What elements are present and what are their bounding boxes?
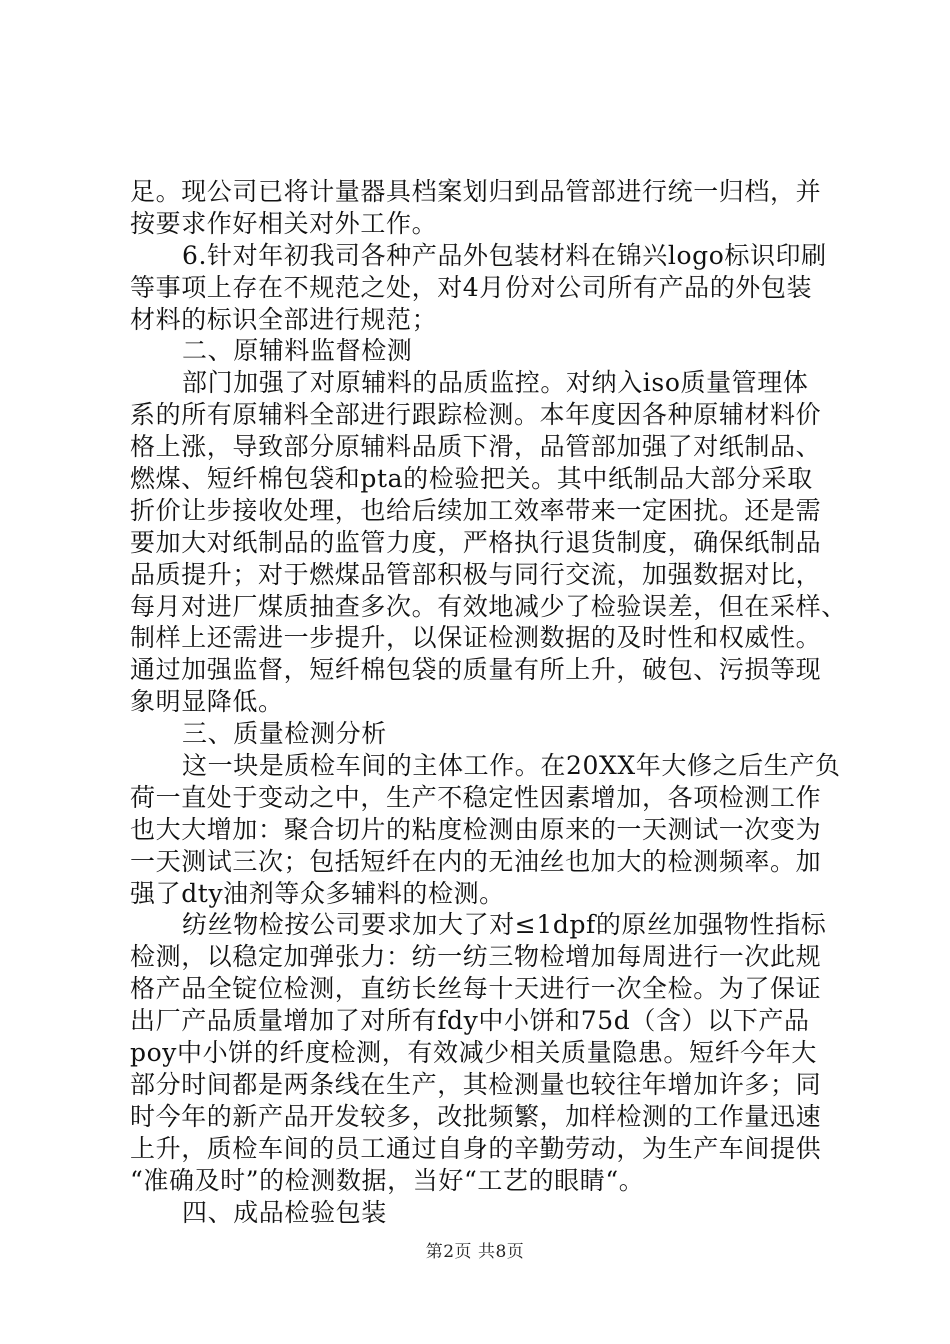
section-heading: 二、原辅料监督检测 [182, 336, 413, 366]
text-line: 材料的标识全部进行规范； [130, 304, 438, 334]
page-number-footer: 第2页 共8页 [425, 1242, 525, 1262]
text-line: 燃煤、短纤棉包袋和pta的检验把关。其中纸制品大部分采取 [130, 464, 813, 494]
text-line: 这一块是质检车间的主体工作。在20XX年大修之后生产负 [182, 751, 841, 781]
text-line: poy中小饼的纤度检测，有效减少相关质量隐患。短纤今年大 [130, 1038, 817, 1068]
text-line: 部门加强了对原辅料的品质监控。对纳入iso质量管理体 [182, 368, 809, 398]
text-line: 格上涨，导致部分原辅料品质下滑，品管部加强了对纸制品、 [130, 432, 822, 462]
section-heading: 四、成品检验包装 [182, 1197, 387, 1227]
text-line: 每月对进厂煤质抽查多次。有效地减少了检验误差，但在采样、 [130, 591, 847, 621]
text-line: 荷一直处于变动之中，生产不稳定性因素增加，各项检测工作 [130, 782, 822, 812]
text-line: 上升，质检车间的员工通过自身的辛勤劳动，为生产车间提供 [130, 1133, 822, 1163]
text-line: 足。现公司已将计量器具档案划归到品管部进行统一归档，并 [130, 177, 822, 206]
text-line: 时今年的新产品开发较多，改批频繁，加样检测的工作量迅速 [130, 1101, 822, 1131]
text-line: 一天测试三次；包括短纤在内的无油丝也加大的检测频率。加 [130, 846, 822, 876]
document-body [130, 176, 847, 1228]
section-heading: 三、质量检测分析 [182, 719, 387, 749]
text-line: 通过加强监督，短纤棉包袋的质量有所上升，破包、污损等现 [130, 655, 822, 685]
text-line: 要加大对纸制品的监管力度，严格执行退货制度，确保纸制品 [130, 527, 822, 557]
text-line: 系的所有原辅料全部进行跟踪检测。本年度因各种原辅材料价 [130, 400, 822, 430]
text-line: 等事项上存在不规范之处，对4月份对公司所有产品的外包装 [130, 272, 813, 302]
text-line: “准确及时”的检测数据，当好“工艺的眼睛“。 [130, 1165, 645, 1195]
text-line: 部分时间都是两条线在生产，其检测量也较往年增加许多；同 [130, 1069, 822, 1099]
text-line: 格产品全锭位检测，直纺长丝每十天进行一次全检。为了保证 [130, 974, 822, 1004]
text-line: 6.针对年初我司各种产品外包装材料在锦兴logo标识印刷 [182, 240, 827, 270]
text-line: 折价让步接收处理，也给后续加工效率带来一定困扰。还是需 [130, 495, 822, 525]
text-line: 也大大增加：聚合切片的粘度检测由原来的一天测试一次变为 [130, 814, 822, 844]
text-line: 强了dty油剂等众多辅料的检测。 [130, 878, 505, 908]
text-line: 纺丝物检按公司要求加大了对≤1dpf的原丝加强物性指标 [182, 910, 827, 940]
text-line: 象明显降低。 [130, 687, 284, 717]
text-line: 品质提升；对于燃煤品管部积极与同行交流，加强数据对比， [130, 559, 822, 589]
text-line: 检测，以稳定加弹张力：纺一纺三物检增加每周进行一次此规 [130, 942, 822, 972]
text-line: 制样上还需进一步提升，以保证检测数据的及时性和权威性。 [130, 623, 822, 653]
text-line: 出厂产品质量增加了对所有fdy中小饼和75d（含）以下产品 [130, 1006, 810, 1036]
text-line: 按要求作好相关对外工作。 [130, 208, 438, 238]
